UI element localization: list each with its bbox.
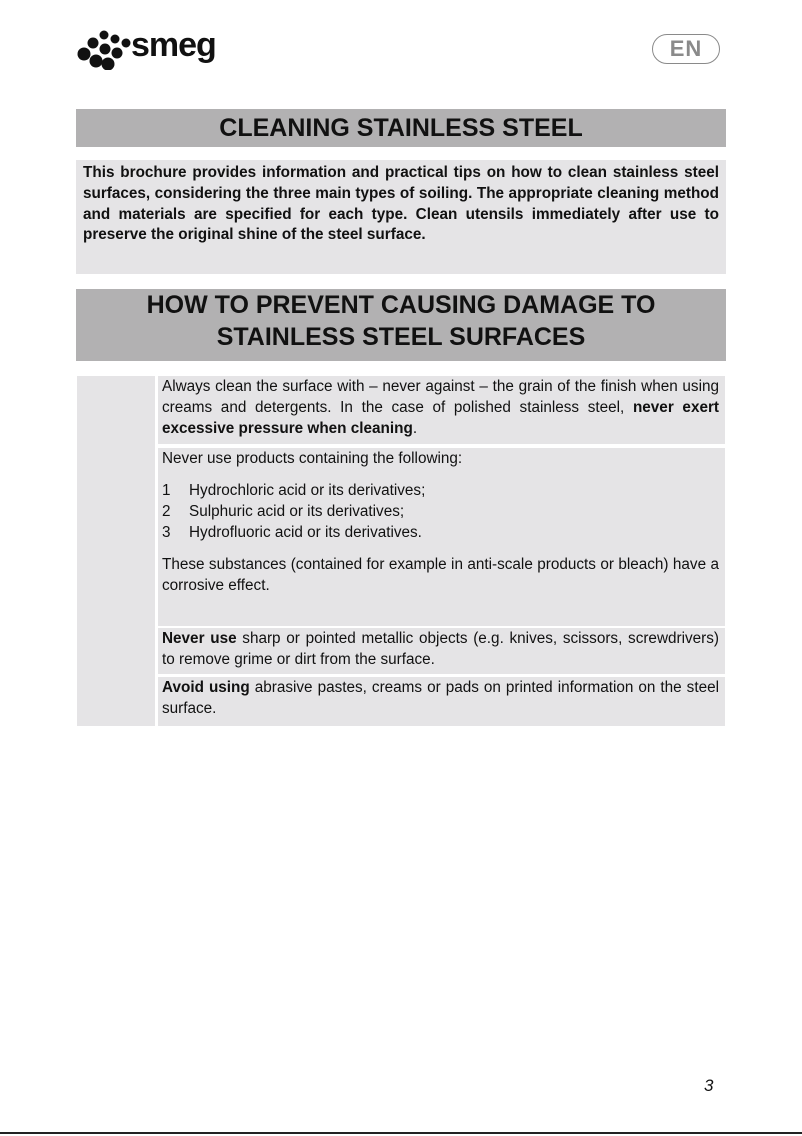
- list-item: 2 Sulphuric acid or its derivatives;: [162, 503, 405, 520]
- page-title: CLEANING STAINLESS STEEL: [76, 109, 726, 147]
- table-side-column: [77, 376, 155, 726]
- smeg-logo: [76, 26, 256, 70]
- tip2-intro: Never use products containing the following:: [162, 450, 463, 467]
- tip1-emphasis: never exert excessive pressure when cleaning: [162, 399, 720, 437]
- tip2-outro: These substances (contained for example in anti-scale products or bleach) have a corrosive effect.: [162, 556, 719, 594]
- section-heading-line1: HOW TO PREVENT CAUSING DAMAGE TO: [146, 291, 656, 319]
- section-heading-line2: STAINLESS STEEL SURFACES: [216, 323, 586, 351]
- tip-forbidden-products: [158, 448, 725, 626]
- tip-metal-objects: Never use sharp or pointed metallic objects (e.g. knives, scissors, screwdrivers) to remove grime or dirt from the surface.: [158, 628, 725, 674]
- tip-grain-direction: Always clean the surface with – never against – the grain of the finish when using creams and detergents. In the case of polished stainless steel, never exert excessive pressure when cleaning.: [158, 376, 725, 444]
- list-item: 1 Hydrochloric acid or its derivatives;: [162, 482, 426, 499]
- tip3-emphasis: Never use: [162, 630, 237, 647]
- tip4-emphasis: Avoid using: [162, 679, 250, 696]
- list-item: 3 Hydrofluoric acid or its derivatives.: [162, 524, 422, 541]
- acid-list: [162, 480, 719, 543]
- language-badge: EN: [652, 34, 720, 64]
- intro-paragraph: This brochure provides information and practical tips on how to clean stainless steel surfaces, considering the three main types of soiling. The appropriate cleaning method and materials are specified for each type. Clean utensils immediately after use to preserve the original shine of the steel surface.: [76, 160, 726, 274]
- svg-text:smeg: smeg: [131, 26, 216, 64]
- bottom-divider: [0, 1132, 802, 1134]
- tip-abrasives: Avoid using abrasive pastes, creams or pads on printed information on the steel surface.: [158, 677, 725, 726]
- section-heading: [76, 289, 726, 361]
- page-number: 3: [704, 1076, 714, 1095]
